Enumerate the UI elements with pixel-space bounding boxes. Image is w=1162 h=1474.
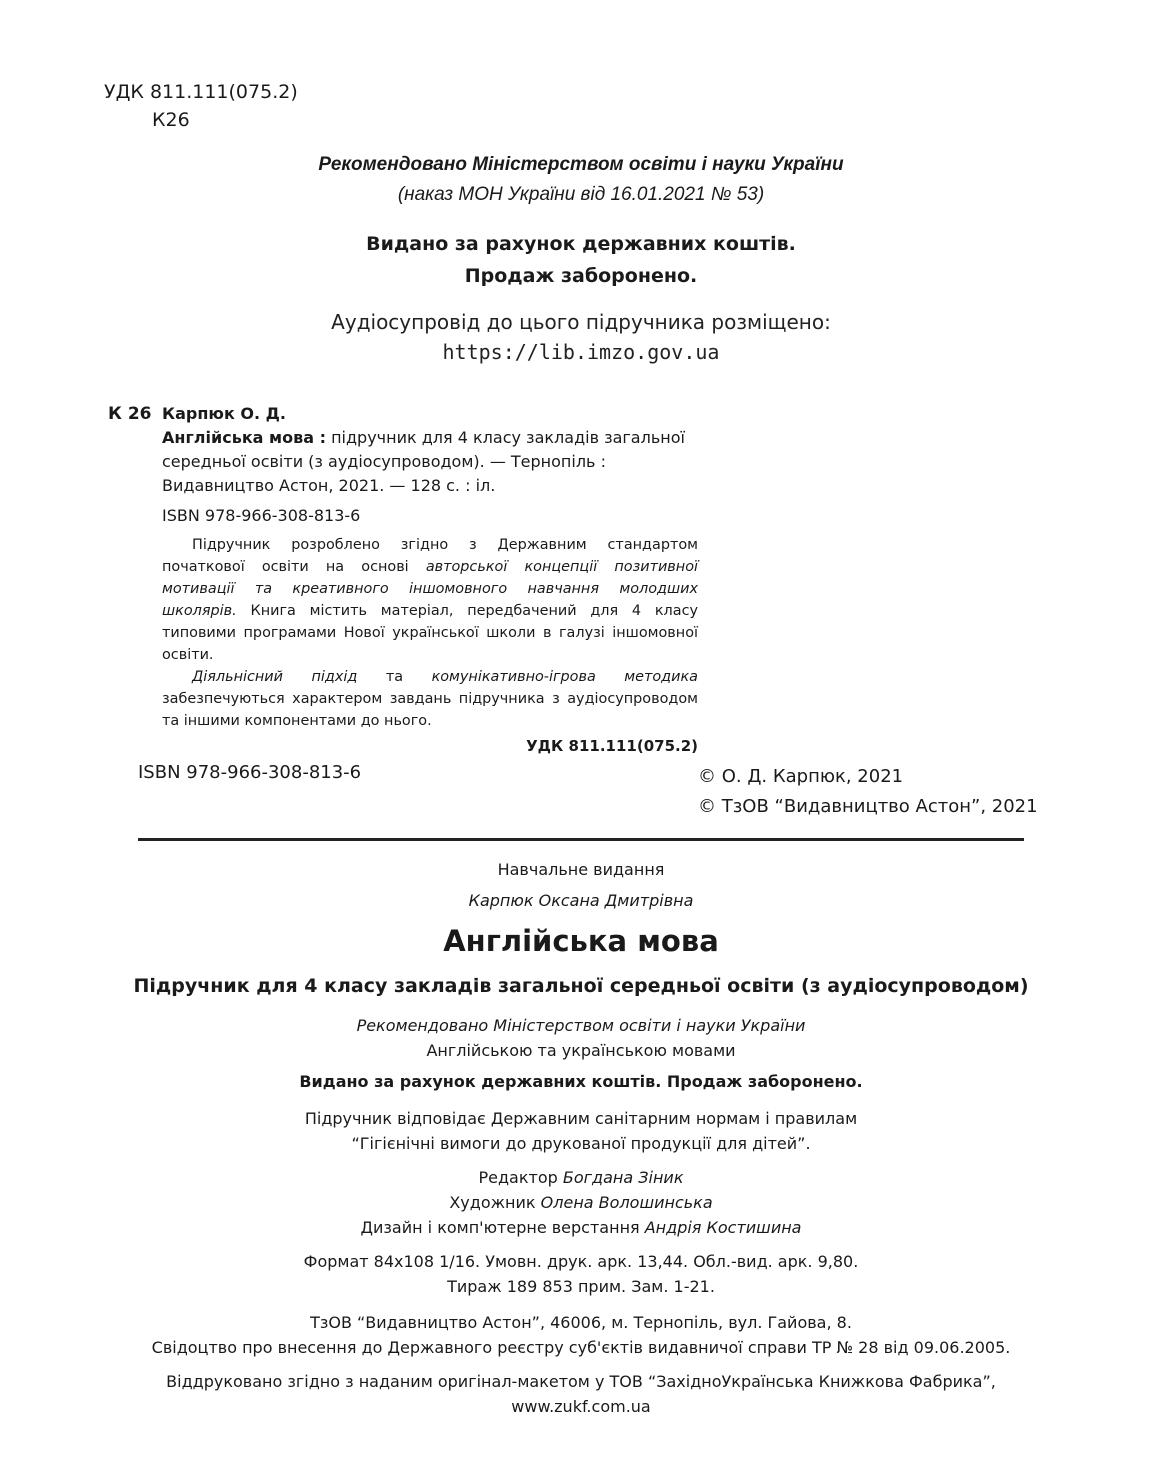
languages-line: Англійською та українською мовами [426, 1041, 736, 1060]
divider [138, 838, 1024, 841]
copyright-publisher: © ТзОВ “Видавництво Астон”, 2021 [698, 796, 1038, 817]
annotation-text: та [357, 669, 432, 685]
order-line: (наказ МОН України від 16.01.2021 № 53) [397, 184, 765, 205]
editor-label: Редактор [478, 1168, 563, 1187]
catalog-isbn: ISBN 978-966-308-813-6 [162, 506, 361, 525]
printer-url-link[interactable]: www.zukf.com.ua [511, 1397, 651, 1416]
catalog-card [162, 402, 698, 758]
design-credit [0, 1215, 1162, 1240]
sale-prohibited-line: Продаж заборонено. [464, 265, 698, 287]
design-name: Андрія Костишина [644, 1218, 802, 1237]
artist-label: Художник [449, 1193, 541, 1212]
credits-block [0, 1165, 1162, 1240]
editor-name: Богдана Зіник [562, 1168, 684, 1187]
annotation-text: забезпечуються характером завдань підручника з аудіосупроводом та іншими компонентами до нього. [162, 691, 698, 729]
catalog-author: Карпюк О. Д. [162, 404, 286, 423]
sanitary-block [0, 1106, 1162, 1156]
annotation-italic: Діяльнісний підхід [192, 669, 358, 685]
catalog-code: К 26 [108, 404, 152, 424]
printer-line: Віддруковано згідно з наданим оригінал-макетом у ТОВ “ЗахідноУкраїнська Книжкова Фабрика”, [166, 1372, 996, 1391]
annotation-text: Підручник розроблено згідно з Державним стандартом початкової освіти на основі [162, 537, 698, 575]
copyright-author: © О. Д. Карпюк, 2021 [698, 766, 904, 787]
audio-notice [0, 307, 1162, 367]
annotation-paragraph-1 [162, 534, 698, 666]
recommendation-block [0, 1013, 1162, 1063]
annotation-paragraph-2 [162, 666, 698, 732]
annotation-italic: авторської концепції позитивної мотивації та креативного іншомовного навчання молодших школярів. [162, 559, 698, 619]
edition-type: Навчальне видання [497, 860, 665, 879]
printer-block [0, 1369, 1162, 1419]
artist-credit [0, 1190, 1162, 1215]
state-funds-line: Видано за рахунок державних коштів. [366, 233, 796, 255]
book-title: Англійська мова [443, 924, 719, 958]
design-label: Дизайн і комп'ютерне верстання [360, 1218, 645, 1237]
audio-url-link[interactable]: https://lib.imzo.gov.ua [442, 340, 720, 364]
author-letter-code: К26 [152, 109, 190, 131]
recommendation-line: Рекомендовано Міністерством освіти і науки України [318, 154, 844, 175]
udk-header [104, 78, 298, 134]
copyright-block [698, 762, 1038, 822]
author-full-name: Карпюк Оксана Дмитрівна [468, 891, 694, 910]
editor-credit [0, 1165, 1162, 1190]
publisher-address: ТзОВ “Видавництво Астон”, 46006, м. Тернопіль, вул. Гайова, 8. [310, 1313, 852, 1332]
publisher-certificate: Свідоцтво про внесення до Державного реєстру суб'єктів видавничої справи ТР № 28 від 09.06.2005. [151, 1338, 1011, 1357]
recommended-line: Рекомендовано Міністерством освіти і науки України [356, 1016, 806, 1035]
udk-code: УДК 811.111(075.2) [104, 81, 298, 103]
isbn-line: ISBN 978-966-308-813-6 [138, 762, 362, 783]
book-subtitle: Підручник для 4 класу закладів загальної середньої освіти (з аудіосупроводом) [133, 975, 1029, 997]
catalog-udk: УДК 811.111(075.2) [526, 737, 698, 755]
catalog-description [162, 426, 698, 498]
annotation-text: Книга містить матеріал, передбачений для 4 класу типовими програмами Нової української школи в галузі іншомовної освіти. [162, 603, 698, 663]
sanitary-line-1: Підручник відповідає Державним санітарним нормам і правилам [304, 1109, 858, 1128]
sanitary-line-2: “Гігієнічні вимоги до друкованої продукції для дітей”. [351, 1134, 811, 1153]
annotation-italic: комунікативно-ігрова методика [431, 669, 698, 685]
publisher-block [0, 1310, 1162, 1360]
state-funds-imprint: Видано за рахунок державних коштів. Продаж заборонено. [299, 1072, 863, 1091]
format-line: Формат 84x108 1/16. Умовн. друк. арк. 13,44. Обл.-вид. арк. 9,80. [303, 1252, 859, 1271]
audio-text: Аудіосупровід до цього підручника розміщено: [331, 310, 831, 334]
state-funds-notice [0, 228, 1162, 292]
artist-name: Олена Волошинська [540, 1193, 713, 1212]
annotation [162, 534, 698, 732]
print-run-line: Тираж 189 853 прим. Зам. 1-21. [447, 1277, 715, 1296]
catalog-bibliographic: підручник для 4 класу закладів загальної середньої освіти (з аудіосупроводом). — Тернопіль : Видавництво Астон, 2021. — 128 с. : іл. [162, 428, 685, 495]
catalog-title: Англійська мова : [162, 428, 326, 447]
format-block [0, 1249, 1162, 1299]
